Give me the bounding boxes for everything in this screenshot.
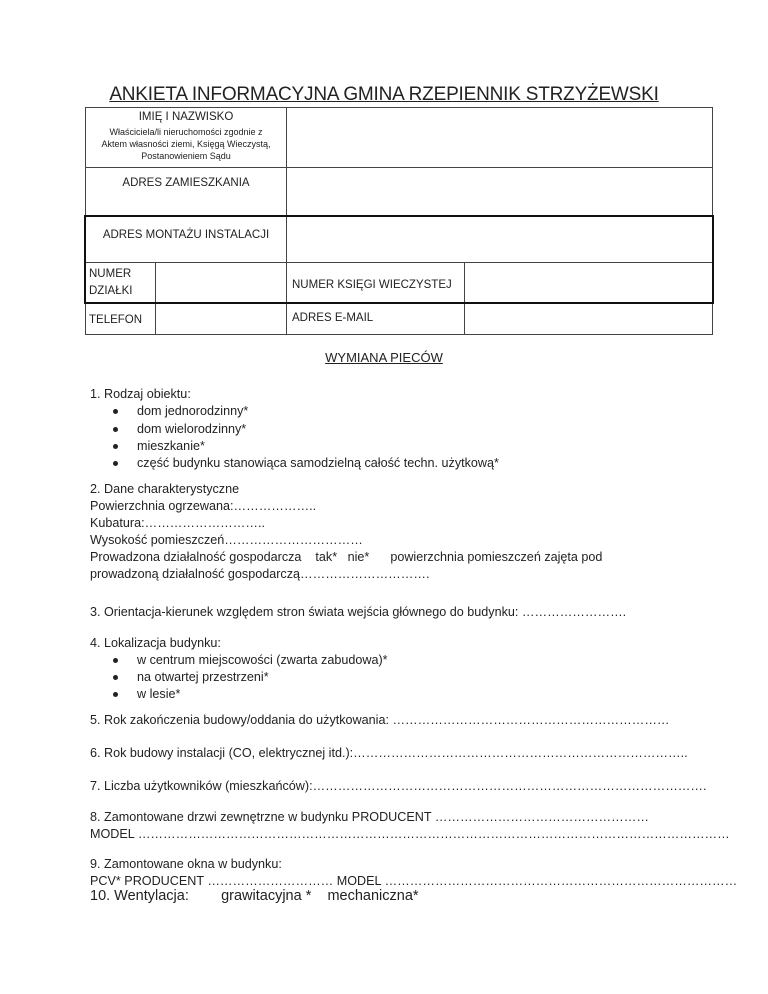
- phone-value-cell[interactable]: [155, 303, 287, 335]
- address-value-cell[interactable]: [286, 167, 713, 217]
- q2-volume: Kubatura:………………………..: [90, 516, 265, 530]
- install-block-outline: [84, 215, 714, 304]
- plot-label-2: DZIAŁKI: [89, 285, 133, 297]
- name-label: IMIĘ I NAZWISKO: [138, 111, 234, 123]
- q2-heated-area: Powierzchnia ogrzewana:………………..: [90, 499, 317, 513]
- q1-title: 1. Rodzaj obiektu:: [90, 387, 191, 401]
- q6-installation-year: 6. Rok budowy instalacji (CO, elektrycznej itd.):……………………………………………………………………..: [90, 746, 688, 760]
- bullet-icon: [113, 692, 118, 697]
- q8-door-model: MODEL ……………………………………………………………………………………………………………………………: [90, 827, 730, 841]
- plot-label-1: NUMER: [89, 268, 132, 280]
- bullet-icon: [113, 409, 118, 414]
- q5-build-year: 5. Rok zakończenia budowy/oddania do użytkowania: …………………………………………………………: [90, 713, 670, 727]
- email-value-cell[interactable]: [464, 303, 713, 335]
- bullet-icon: [113, 444, 118, 449]
- q3-orientation: 3. Orientacja-kierunek względem stron świata wejścia głównego do budynku: …………………….: [90, 605, 627, 619]
- document-title: ANKIETA INFORMACYJNA GMINA RZEPIENNIK STRZYŻEWSKI: [109, 84, 659, 105]
- bullet-icon: [113, 427, 118, 432]
- q2-business-activity: Prowadzona działalność gospodarcza tak* nie* powierzchnia pomieszczeń zajęta pod: [90, 550, 603, 564]
- phone-label: TELEFON: [89, 314, 143, 326]
- name-note-3: Postanowieniem Sądu: [141, 151, 231, 161]
- land-register-label: NUMER KSIĘGI WIECZYSTEJ: [292, 279, 452, 291]
- bullet-icon: [113, 675, 118, 680]
- name-value-cell[interactable]: [286, 107, 713, 168]
- name-note-2: Aktem własności ziemi, Księgą Wieczystą,: [101, 139, 271, 149]
- q2-title: 2. Dane charakterystyczne: [90, 482, 240, 496]
- q10-ventilation: 10. Wentylacja: grawitacyjna * mechaniczna*: [90, 888, 419, 904]
- q9-windows-details: PCV* PRODUCENT ………………………… MODEL …………………………………………………………………………: [90, 874, 738, 888]
- bullet-icon: [113, 461, 118, 466]
- q7-user-count: 7. Liczba użytkowników (mieszkańców):………………………………………………………………………………….: [90, 779, 707, 793]
- q2-room-height: Wysokość pomieszczeń……………………………: [90, 533, 363, 547]
- q8-door-producer: 8. Zamontowane drzwi zewnętrzne w budynku PRODUCENT ……………………………………………: [90, 810, 649, 824]
- q2-business-area: prowadzoną działalność gospodarczą………………………….: [90, 567, 430, 581]
- q4-title: 4. Lokalizacja budynku:: [90, 636, 221, 650]
- name-note-1: Właściciela/li nieruchomości zgodnie z: [109, 127, 263, 137]
- bullet-icon: [113, 658, 118, 663]
- address-label: ADRES ZAMIESZKANIA: [122, 177, 250, 189]
- install-address-label: ADRES MONTAŻU INSTALACJI: [102, 229, 270, 241]
- email-label: ADRES E-MAIL: [292, 312, 374, 324]
- q9-windows-title: 9. Zamontowane okna w budynku:: [90, 857, 282, 871]
- section-title: WYMIANA PIECÓW: [325, 350, 443, 365]
- address-label-cell: [85, 167, 287, 217]
